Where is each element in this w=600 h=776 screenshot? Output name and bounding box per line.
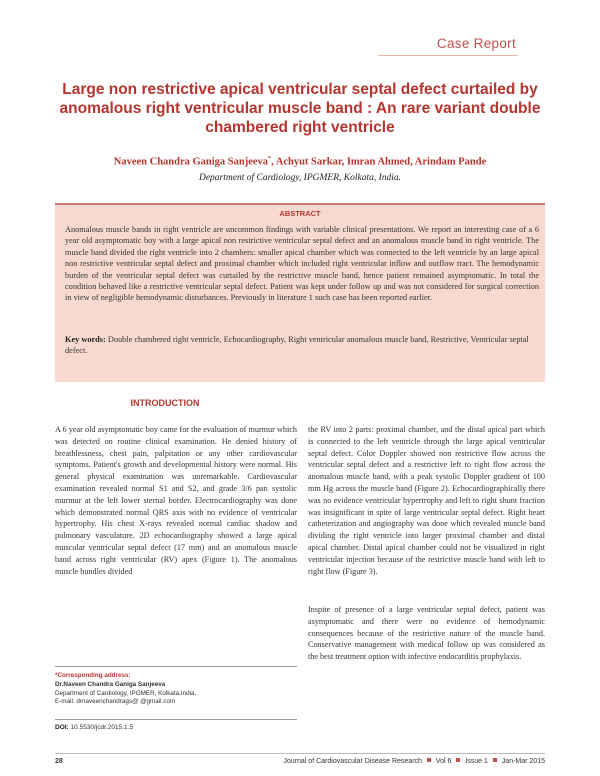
page-number: 28 bbox=[55, 758, 63, 765]
section-label: Case Report bbox=[436, 36, 516, 51]
corresponding-mark: * bbox=[268, 156, 272, 162]
footer-rule bbox=[55, 753, 545, 754]
correspondence-name: Dr.Naveen Chandra Ganiga Sanjeeva bbox=[55, 680, 166, 688]
journal-issue: Issue 1 bbox=[465, 758, 488, 765]
journal-footer bbox=[283, 758, 545, 765]
header-rule bbox=[378, 55, 518, 56]
author-list bbox=[55, 156, 545, 168]
correspondence-rule bbox=[55, 666, 297, 667]
square-bullet-icon bbox=[427, 758, 431, 762]
square-bullet-icon bbox=[456, 758, 460, 762]
intro-paragraph-right-2: Inspite of presence of a large ventricular septal defect, patient was asymptomatic and there were no evidence of hemodynamic consequences because of the restrictive nature of the muscle band. Conservative management with medical follow up was considered as the best treatment option with infective endocarditis prophylaxis. bbox=[308, 605, 545, 662]
correspondence-email[interactable]: E-mail: drnaveenchandrags@ @gmail.com bbox=[55, 698, 176, 706]
journal-date: Jan-Mar 2015 bbox=[501, 758, 545, 765]
journal-volume: Vol 6 bbox=[435, 758, 452, 765]
introduction-heading: INTRODUCTION bbox=[130, 398, 200, 408]
square-bullet-icon bbox=[493, 758, 497, 762]
journal-name: Journal of Cardiovascular Disease Research bbox=[283, 758, 422, 765]
abstract-body: Anomalous muscle bands in right ventricle are uncommon findings with variable clinical presentations. We report an interesting case of a 6 year old asymptomatic boy with a large apical non restrictive ventricular septal defect and an anomalous muscle band in right ventricle. The muscle band divided the right ventricle into 2 chambers: smaller apical chamber which was connected to the left ventricle by an large apical non restrictive ventricular septal defect and proximal chamber which included right ventricular inflow and outflow tract. The hemodynamic burden of the ventricular septal defect was curtailed by the restrictive muscle band, hence patient remained asymptomatic. In total the condition behaved like a restrictive ventricular septal defect. Patient was kept under follow up and was not considered for surgical correction in view of negligible hemodynamic disturbances. Previously in literature 1 such case has been reported earlier. bbox=[65, 225, 539, 303]
abstract-heading: ABSTRACT bbox=[279, 209, 321, 218]
keywords-label: Key words: bbox=[65, 335, 106, 344]
doi-rule bbox=[55, 719, 297, 720]
article-title: Large non restrictive apical ventricular septal defect curtailed by anomalous right ventricular muscle band : An rare variant double chambered right ventricle bbox=[59, 81, 541, 136]
doi-value[interactable]: 10.5530/jcdr.2015.1.5 bbox=[68, 724, 134, 731]
correspondence-block bbox=[55, 672, 297, 707]
author-others: , Achyut Sarkar, Imran Ahmed, Arindam Pande bbox=[271, 156, 487, 168]
author-first: Naveen Chandra Ganiga Sanjeeva bbox=[113, 156, 269, 168]
correspondence-label: *Corresponding address: bbox=[55, 672, 131, 679]
correspondence-dept: Department of Cardiology, IPGMER, Kolkata,India. bbox=[55, 689, 197, 697]
keywords bbox=[65, 334, 539, 357]
intro-paragraph-left: A 6 year old asymptomatic boy came for the evaluation of murmur which was detected on routine clinical examination. He denied history of breathlessness, chest pain, palpitation or any other cardiovascular symptoms. Patient's growth and developmental history were normal. His general physical examination was unremarkable. Cardiovascular examination revealed normal S1 and S2, and grade 3/6 pan systolic murmur at the left lower sternal border. Electrocardiography was done which demonstrated normal QRS axis with no evidence of ventricular hypertrophy. His chest X-rays revealed normal cardiac shadow and pulmonary vasculature. 2D echocardiography showed a large apical muscular ventricular septal defect (17 mm) and an anomalous muscle band across right ventricular (RV) apex (Figure 1). The anomalous muscle bundles divided bbox=[55, 425, 297, 576]
doi-label: DOI: bbox=[55, 724, 69, 731]
affiliation: Department of Cardiology, IPGMER, Kolkata, India. bbox=[198, 173, 402, 183]
keywords-text: Double chambered right ventricle, Echocardiography, Right ventricular anomalous muscle band, Restrictive, Ventricular septal defect. bbox=[65, 335, 529, 356]
intro-paragraph-right-1: the RV into 2 parts: proximal chamber, and the distal apical part which is connected to the left ventricle through the large apical ventricular septal defect. Color Doppler showed non restrictive flow across the ventricular septal defect and a restrictive left to right flow across the anomalous muscle band, with a peak systolic Doppler gradient of 100 mm Hg across the muscle band (Figure 2). Echocardiographically there was no evidence ventricular hypertrophy and left to right shunt fraction was insignificant in spite of large ventricular septal defect. Right heart catheterization and angiography was done which revealed muscle band dividing the right ventricle into larger proximal chamber and distal apical chamber. Distal apical chamber could not be visualized in right ventricular injection because of the restrictive muscle band with left to right flow (Figure 3). bbox=[308, 425, 545, 576]
doi bbox=[55, 724, 133, 731]
